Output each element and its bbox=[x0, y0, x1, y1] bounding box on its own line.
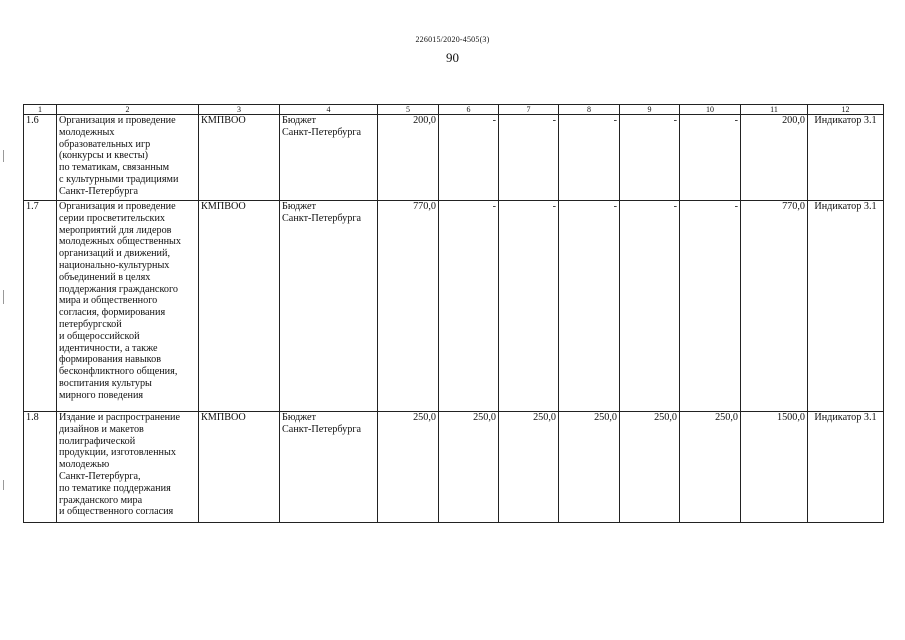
amount-total: 770,0 bbox=[741, 201, 808, 412]
document-registration-number: 226015/2020-4505(3) bbox=[415, 35, 490, 44]
table-row bbox=[24, 412, 884, 523]
scan-margin-mark bbox=[3, 480, 4, 490]
column-header: 6 bbox=[439, 105, 499, 115]
page-number: 90 bbox=[446, 50, 459, 65]
column-header: 5 bbox=[378, 105, 439, 115]
column-header: 2 bbox=[57, 105, 199, 115]
column-number-header-row bbox=[24, 105, 884, 115]
amount-col-5: 770,0 bbox=[378, 201, 439, 412]
program-activities-table bbox=[23, 104, 884, 523]
scan-margin-mark bbox=[3, 150, 4, 162]
amount-col-6: - bbox=[439, 201, 499, 412]
amount-col-9: - bbox=[620, 201, 680, 412]
amount-col-8: 250,0 bbox=[559, 412, 620, 523]
amount-col-6: 250,0 bbox=[439, 412, 499, 523]
amount-col-10: - bbox=[680, 115, 741, 201]
amount-col-10: 250,0 bbox=[680, 412, 741, 523]
column-header: 11 bbox=[741, 105, 808, 115]
funding-source: Бюджет Санкт-Петербурга bbox=[280, 115, 378, 201]
indicator: Индикатор 3.1 bbox=[808, 115, 884, 201]
column-header: 8 bbox=[559, 105, 620, 115]
executor: КМПВОО bbox=[199, 201, 280, 412]
column-header: 1 bbox=[24, 105, 57, 115]
amount-total: 200,0 bbox=[741, 115, 808, 201]
amount-col-7: - bbox=[499, 115, 559, 201]
amount-col-8: - bbox=[559, 201, 620, 412]
column-header: 12 bbox=[808, 105, 884, 115]
amount-col-5: 200,0 bbox=[378, 115, 439, 201]
amount-col-10: - bbox=[680, 201, 741, 412]
column-header: 3 bbox=[199, 105, 280, 115]
executor: КМПВОО bbox=[199, 412, 280, 523]
table-row bbox=[24, 115, 884, 201]
row-id: 1.7 bbox=[24, 201, 57, 412]
table-row bbox=[24, 201, 884, 412]
funding-source: Бюджет Санкт-Петербурга bbox=[280, 201, 378, 412]
amount-col-8: - bbox=[559, 115, 620, 201]
activity-name: Организация и проведение молодежных образовательных игр (конкурсы и квесты) по тематикам, связанным с культурными традициями Санкт-Петербурга bbox=[57, 115, 199, 201]
amount-total: 1500,0 bbox=[741, 412, 808, 523]
executor: КМПВОО bbox=[199, 115, 280, 201]
scan-margin-mark bbox=[3, 290, 4, 304]
column-header: 10 bbox=[680, 105, 741, 115]
activity-name: Издание и распространение дизайнов и макетов полиграфической продукции, изготовленных молодежью Санкт-Петербурга, по тематике поддержания гражданского мира и общественного согласия bbox=[57, 412, 199, 523]
amount-col-7: 250,0 bbox=[499, 412, 559, 523]
activity-name: Организация и проведение серии просветительских мероприятий для лидеров молодежных общественных организаций и движений, национально-культурных объединений в целях поддержания гражданского мира и общественного согласия, формирования петербургской и общероссийской идентичности, а также формирования навыков бесконфликтного общения, воспитания культуры мирного поведения bbox=[57, 201, 199, 412]
column-header: 7 bbox=[499, 105, 559, 115]
amount-col-7: - bbox=[499, 201, 559, 412]
indicator: Индикатор 3.1 bbox=[808, 412, 884, 523]
column-header: 9 bbox=[620, 105, 680, 115]
row-id: 1.6 bbox=[24, 115, 57, 201]
indicator: Индикатор 3.1 bbox=[808, 201, 884, 412]
amount-col-9: - bbox=[620, 115, 680, 201]
amount-col-6: - bbox=[439, 115, 499, 201]
row-id: 1.8 bbox=[24, 412, 57, 523]
amount-col-5: 250,0 bbox=[378, 412, 439, 523]
amount-col-9: 250,0 bbox=[620, 412, 680, 523]
column-header: 4 bbox=[280, 105, 378, 115]
funding-source: Бюджет Санкт-Петербурга bbox=[280, 412, 378, 523]
